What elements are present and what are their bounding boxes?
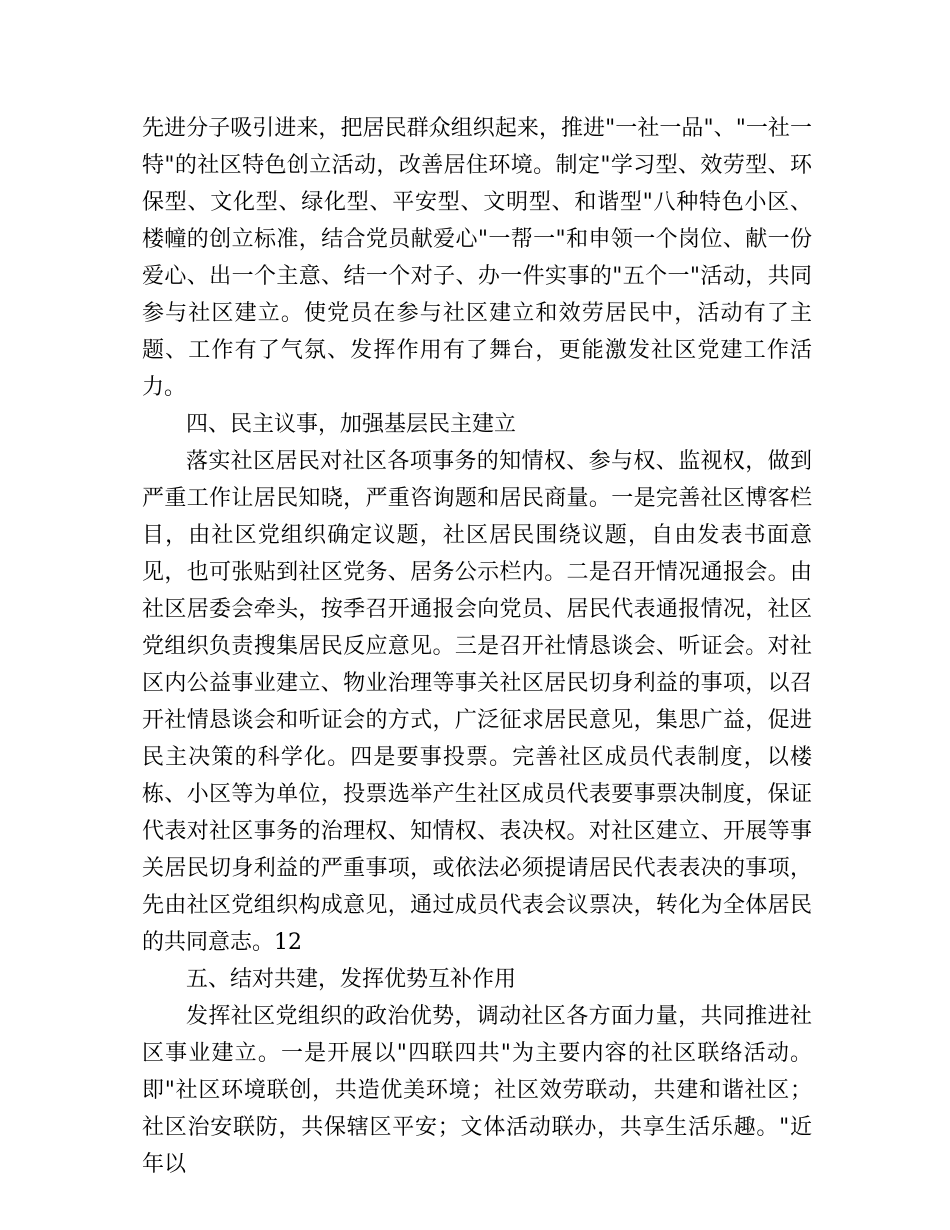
section-heading-4: 四、民主议事，加强基层民主建立: [186, 412, 517, 437]
paragraph-5: 发挥社区党组织的政治优势，调动社区各方面力量，共同推进社区事业建立。一是开展以"四联四共"为主要内容的社区联络活动。即"社区环境联创，共造优美环境；社区效劳联动，共建和谐社区；社区治安联防，共保辖区平安；文体活动联办，共享生活乐趣。"近年以: [142, 1004, 812, 1177]
section-heading-5: 五、结对共建，发挥优势互补作用: [186, 967, 517, 992]
document-page: [142, 110, 812, 1183]
paragraph-1: 先进分子吸引进来，把居民群众组织起来，推进"一社一品"、"一社一特"的社区特色创立活动，改善居住环境。制定"学习型、效劳型、环保型、文化型、绿化型、平安型、文明型、和谐型"八种特色小区、楼幢的创立标准，结合党员献爱心"一帮一"和申领一个岗位、献一份爱心、出一个主意、结一个对子、办一件实事的"五个一"活动，共同参与社区建立。使党员在参与社区建立和效劳居民中，活动有了主题、工作有了气氛、发挥作用有了舞台，更能激发社区党建工作活力。: [142, 116, 812, 400]
paragraph-3: 落实社区居民对社区各项事务的知情权、参与权、监视权，做到严重工作让居民知晓，严重咨询题和居民商量。一是完善社区博客栏目，由社区党组织确定议题，社区居民围绕议题，自由发表书面意见，也可张贴到社区党务、居务公示栏内。二是召开情况通报会。由社区居委会牵头，按季召开通报会向党员、居民代表通报情况，社区党组织负责搜集居民反应意见。三是召开社情恳谈会、听证会。对社区内公益事业建立、物业治理等事关社区居民切身利益的事项，以召开社情恳谈会和听证会的方式，广泛征求居民意见，集思广益，促进民主决策的科学化。四是要事投票。完善社区成员代表制度，以楼栋、小区等为单位，投票选举产生社区成员代表要事票决制度，保证代表对社区事务的治理权、知情权、表决权。对社区建立、开展等事关居民切身利益的严重事项，或依法必须提请居民代表表决的事项，先由社区党组织构成意见，通过成员代表会议票决，转化为全体居民的共同意志。12: [142, 449, 812, 955]
